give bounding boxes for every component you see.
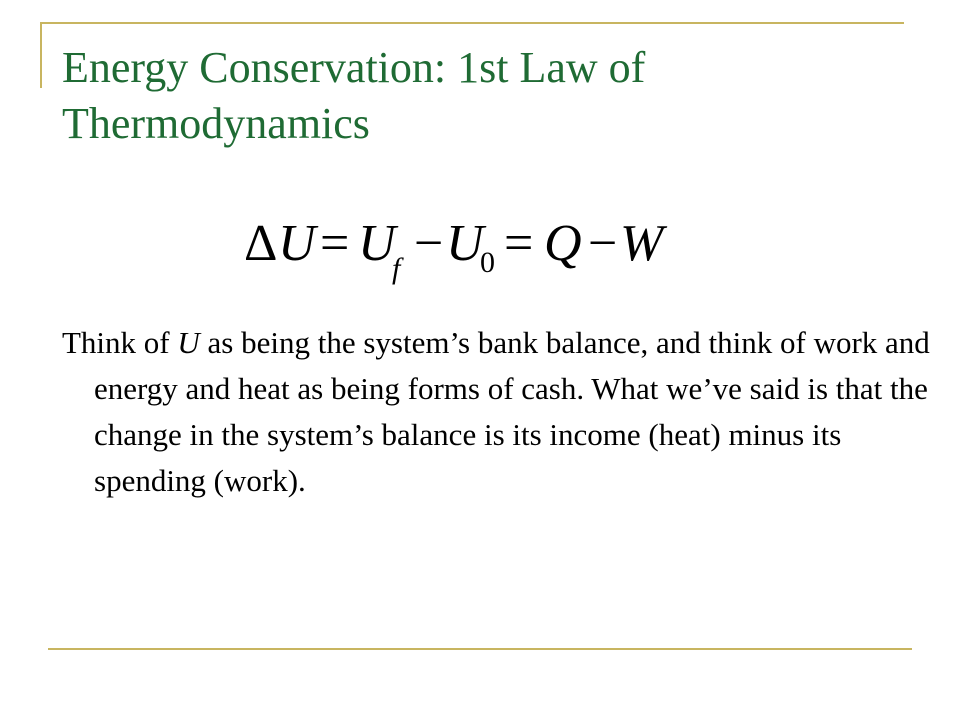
eq-u0-sub: 0 — [480, 246, 495, 279]
eq-minus-1: − — [414, 215, 444, 272]
first-law-equation — [240, 208, 760, 298]
eq-uf-sub: f — [392, 252, 401, 285]
eq-delta: Δ — [244, 215, 278, 272]
body-part-2: as being the system’s bank balance, and think of work and energy and heat as being forms of cash. What we’ve said is that the change in the system’s balance is its income (heat) minus its spending (work). — [94, 325, 930, 498]
eq-equals-2: = — [504, 215, 534, 272]
body-paragraph — [62, 320, 944, 504]
top-rule — [40, 22, 904, 24]
eq-u0-base: U — [446, 215, 484, 272]
eq-u: U — [278, 215, 316, 272]
bottom-rule — [48, 648, 912, 650]
body-part-1: Think of — [62, 325, 178, 360]
slide-title: Energy Conservation: 1st Law of Thermodynamics — [62, 43, 646, 148]
eq-minus-2: − — [588, 215, 618, 272]
left-rule — [40, 22, 42, 88]
eq-equals-1: = — [320, 215, 350, 272]
eq-q: Q — [544, 215, 582, 272]
eq-w: W — [620, 215, 664, 272]
eq-uf-base: U — [358, 215, 396, 272]
body-var-u: U — [177, 325, 200, 360]
